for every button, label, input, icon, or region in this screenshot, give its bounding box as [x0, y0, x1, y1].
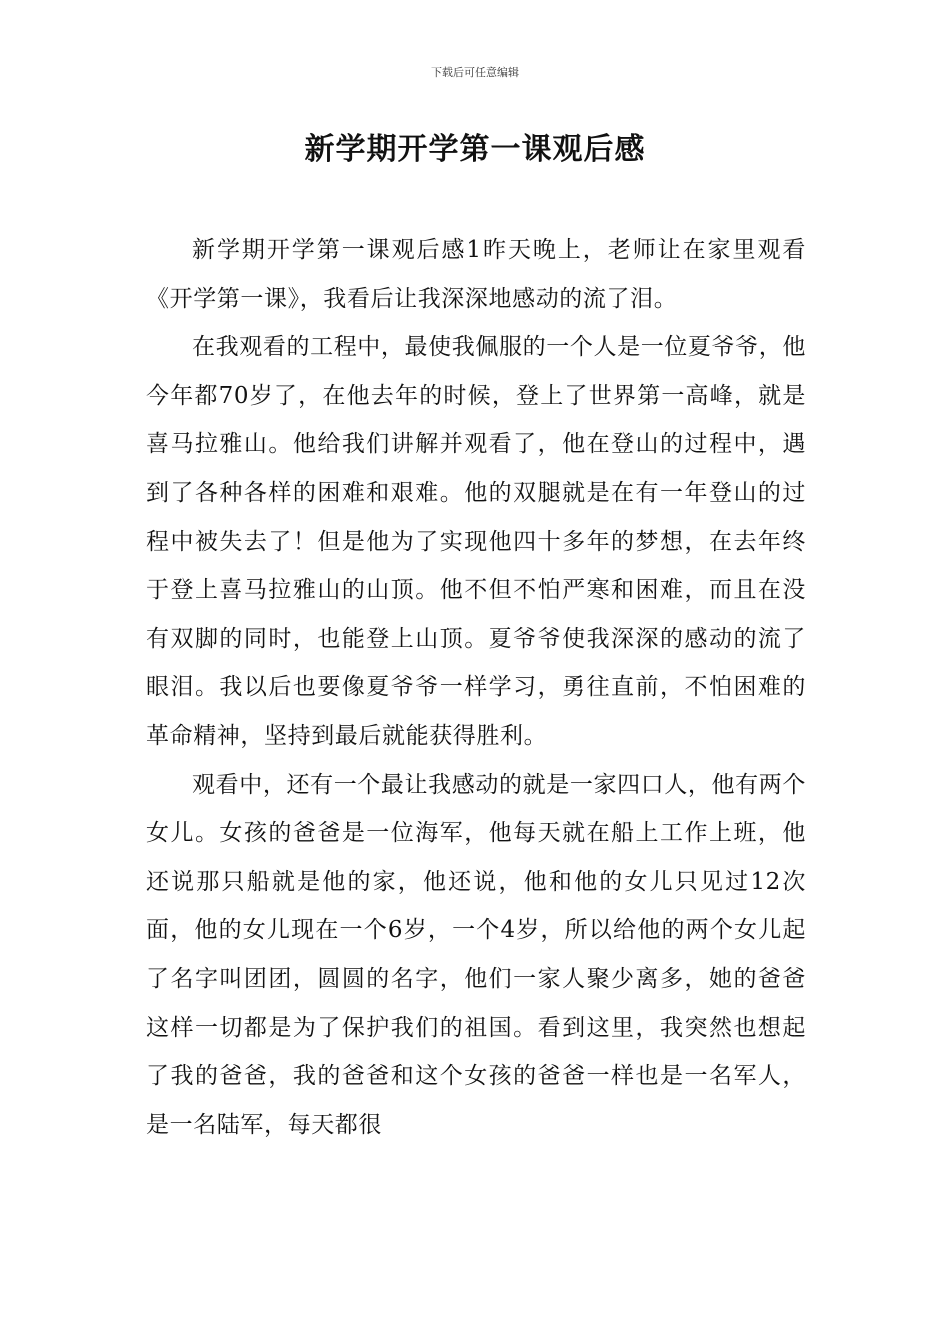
paragraph-1: 新学期开学第一课观后感1昨天晚上，老师让在家里观看《开学第一课》，我看后让我深深地感动的流了泪。 [146, 237, 806, 312]
paragraph-2: 在我观看的工程中，最使我佩服的一个人是一位夏爷爷，他今年都70岁了，在他去年的时候，登上了世界第一高峰，就是喜马拉雅山。他给我们讲解并观看了，他在登山的过程中，遇到了各种各样的困难和艰难。他的双腿就是在有一年登山的过程中被失去了！但是他为了实现他四十多年的梦想，在去年终于登上喜马拉雅山的山顶。他不但不怕严寒和困难，而且在没有双脚的同时，也能登上山顶。夏爷爷使我深深的感动的流了眼泪。我以后也要像夏爷爷一样学习，勇往直前，不怕困难的革命精神，坚持到最后就能获得胜利。 [146, 334, 806, 749]
paragraph-3: 观看中，还有一个最让我感动的就是一家四口人，他有两个女儿。女孩的爸爸是一位海军，他每天就在船上工作上班，他还说那只船就是他的家，他还说，他和他的女儿只见过12次面，他的女儿现在一个6岁，一个4岁，所以给他的两个女儿起了名字叫团团，圆圆的名字，他们一家人聚少离多，她的爸爸这样一切都是为了保护我们的祖国。看到这里，我突然也想起了我的爸爸，我的爸爸和这个女孩的爸爸一样也是一名军人，是一名陆军，每天都很 [146, 771, 806, 1138]
document-body [146, 226, 806, 1149]
document-title: 新学期开学第一课观后感 [304, 132, 646, 167]
header-note: 下载后可任意编辑 [431, 66, 519, 79]
